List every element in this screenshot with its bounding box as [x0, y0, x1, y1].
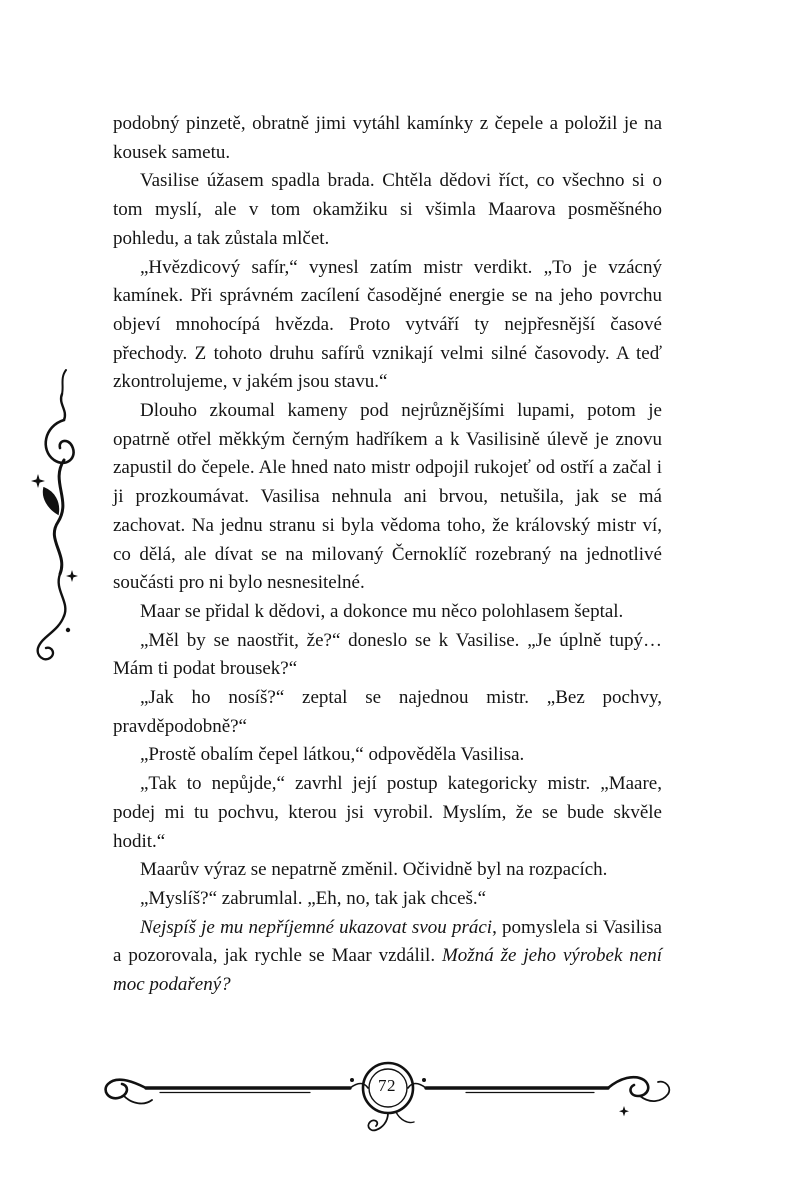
paragraph: [113, 741, 662, 770]
paragraph: [113, 167, 662, 253]
paragraph-segment: „Hvězdicový safír,“ vynesl zatím mistr verdikt. „To je vzácný kamínek. Při správném zacílení časodějné energie se na jeho povrchu objeví mnohocípá hvězda. Proto vytváří ty nejpřesnější časové přechody. Z tohoto druhu safírů vznikají velmi silné časovody. A teď zkontrolujeme, v jakém jsou stavu.“: [113, 256, 662, 393]
paragraph: [113, 885, 662, 914]
paragraph: [113, 684, 662, 741]
paragraph-segment: Vasilise úžasem spadla brada. Chtěla dědovi říct, co všechno si o tom myslí, ale v tom okamžiku si všimla Maarova posměšného pohledu, a tak zůstala mlčet.: [113, 170, 662, 249]
paragraph-segment: podobný pinzetě, obratně jimi vytáhl kamínky z čepele a položil je na kousek sametu.: [113, 113, 662, 163]
paragraph-segment: Maarův výraz se nepatrně změnil. Očividně byl na rozpacích.: [140, 859, 608, 881]
paragraph-segment: Dlouho zkoumal kameny pod nejrůznějšími lupami, potom je opatrně otřel měkkým černým hadříkem a k Vasilisině úlevě je znovu zapustil do čepele. Ale hned nato mistr odpojil rukojeť od ostří a začal i ji prozkoumávat. Vasilisa nehnula ani brvou, netušila, jak se má zachovat. Na jednu stranu si byla vědoma toho, že královský mistr ví, co dělá, ale dívat se na milovaný Černoklíč rozebraný na jednotlivé součásti pro ni bylo nesnesitelné.: [113, 400, 662, 594]
paragraph: [113, 254, 662, 398]
sparkle-dot-icon: [350, 1078, 354, 1082]
page-number: 72: [378, 1076, 396, 1095]
paragraph-segment: , pomyslela si Vasilisa a pozorovala, jak rychle se Maar vzdálil.: [113, 916, 662, 967]
sparkle-dot-icon: [66, 628, 70, 632]
paragraph-segment-italic: Nejspíš je mu nepříjemné ukazovat svou práci: [140, 916, 493, 938]
paragraph-segment: „Jak ho nosíš?“ zeptal se najednou mistr. „Bez pochvy, pravděpodobně?“: [113, 687, 662, 737]
paragraph-segment: „Prostě obalím čepel látkou,“ odpověděla Vasilisa.: [140, 744, 525, 766]
paragraph: [113, 627, 662, 684]
paragraph-segment-italic: Možná že jeho výrobek není moc podařený?: [113, 945, 662, 996]
text-block: [113, 110, 662, 1000]
paragraph: [113, 914, 662, 1000]
left-margin-flourish-ornament: [24, 364, 90, 670]
paragraph: [113, 770, 662, 856]
sparkle-star-icon: [66, 570, 78, 582]
paragraph: [113, 856, 662, 885]
sparkle-star-icon: [619, 1106, 629, 1116]
paragraph-segment: Maar se přidal k dědovi, a dokonce mu něco polohlasem šeptal.: [140, 600, 624, 622]
paragraph: [113, 397, 662, 598]
paragraph-segment: „Myslíš?“ zabrumlal. „Eh, no, tak jak chceš.“: [140, 887, 487, 909]
paragraph: [113, 598, 662, 627]
paragraph: [113, 110, 662, 167]
paragraph-segment: „Tak to nepůjde,“ zavrhl její postup kategoricky mistr. „Maare, podej mi tu pochvu, kterou jsi vyrobil. Myslím, že se bude skvěle hodit.“: [113, 773, 662, 852]
paragraph-segment: „Měl by se naostřit, že?“ doneslo se k Vasilise. „Je úplně tupý… Mám ti podat brousek?“: [113, 629, 662, 680]
sparkle-dot-icon: [422, 1078, 426, 1082]
sparkle-star-icon: [31, 474, 45, 488]
